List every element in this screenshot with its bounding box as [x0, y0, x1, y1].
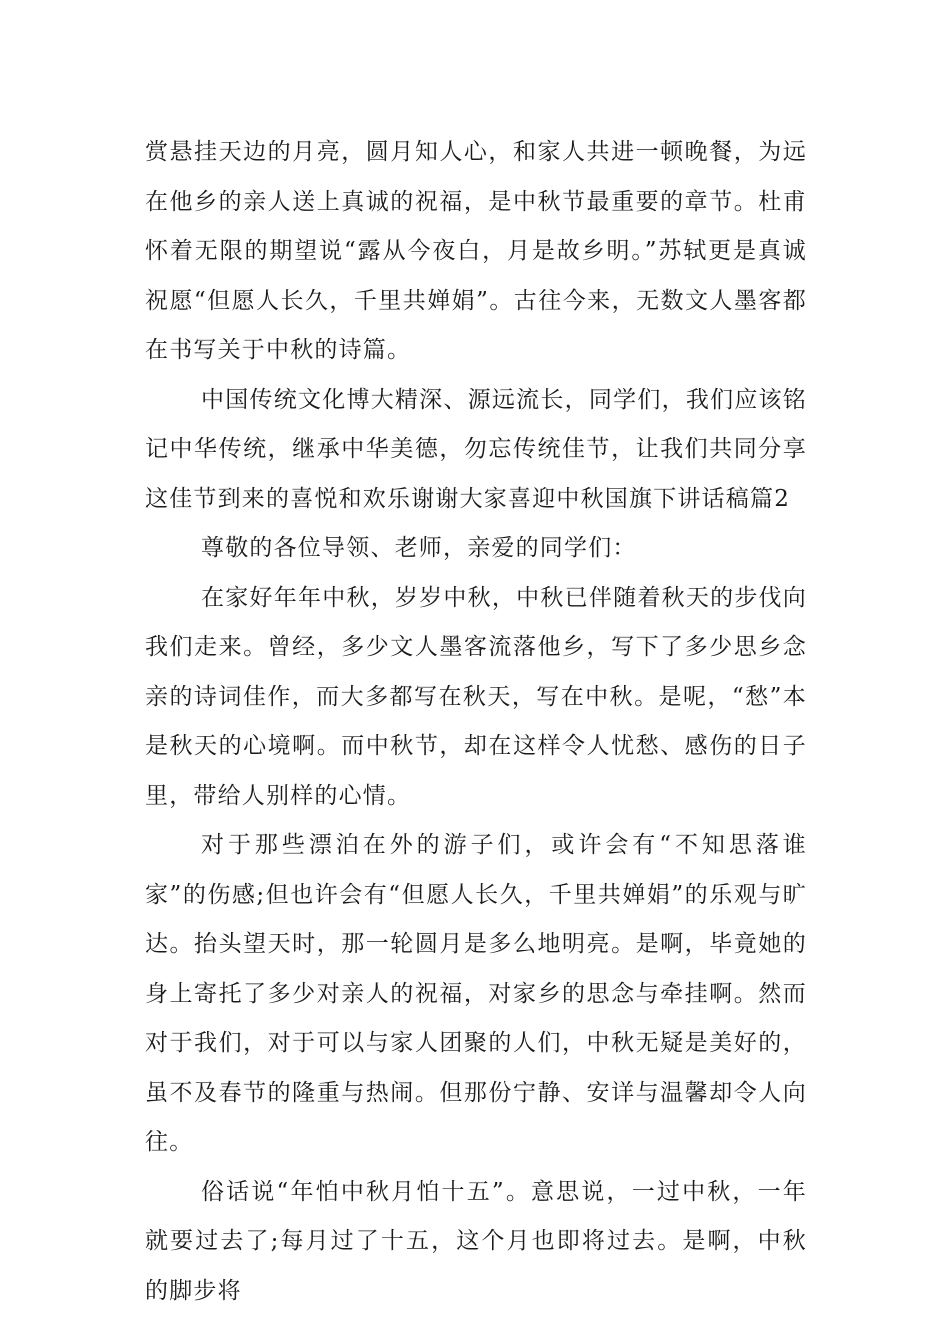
- paragraph-3: 尊敬的各位导领、老师，亲爱的同学们：: [201, 535, 637, 561]
- paragraph-4: 在家好年年中秋，岁岁中秋，中秋已伴随着秋天的步伐向我们走来。曾经，多少文人墨客流落他乡，写下了多少思乡念亲的诗词佳作，而大多都写在秋天，写在中秋。是呢，“愁”本是秋天的心境啊。而中秋节，却在这样令人忧愁、感伤的日子里，带给人别样的心情。: [145, 584, 807, 809]
- paragraph-6: 俗话说“年怕中秋月怕十五”。意思说，一过中秋，一年就要过去了;每月过了十五，这个月也即将过去。是啊，中秋的脚步将: [145, 1178, 807, 1304]
- document-page: [145, 128, 807, 1316]
- paragraph-5: 对于那些漂泊在外的游子们，或许会有“不知思落谁家”的伤感;但也许会有“但愿人长久，千里共婵娟”的乐观与旷达。抬头望天时，那一轮圆月是多么地明亮。是啊，毕竟她的身上寄托了多少对亲人的祝福，对家乡的思念与牵挂啊。然而对于我们，对于可以与家人团聚的人们，中秋无疑是美好的，虽不及春节的隆重与热闹。但那份宁静、安详与温馨却令人向往。: [145, 832, 807, 1155]
- paragraph-1: 赏悬挂天边的月亮，圆月知人心，和家人共进一顿晚餐，为远在他乡的亲人送上真诚的祝福，是中秋节最重要的章节。杜甫怀着无限的期望说“露从今夜白，月是故乡明。”苏轼更是真诚祝愿“但愿人长久，千里共婵娟”。古往今来，无数文人墨客都在书写关于中秋的诗篇。: [145, 139, 807, 363]
- paragraph-2: 中国传统文化博大精深、源远流长，同学们，我们应该铭记中华传统，继承中华美德，勿忘传统佳节，让我们共同分享这佳节到来的喜悦和欢乐谢谢大家喜迎中秋国旗下讲话稿篇2: [145, 386, 807, 512]
